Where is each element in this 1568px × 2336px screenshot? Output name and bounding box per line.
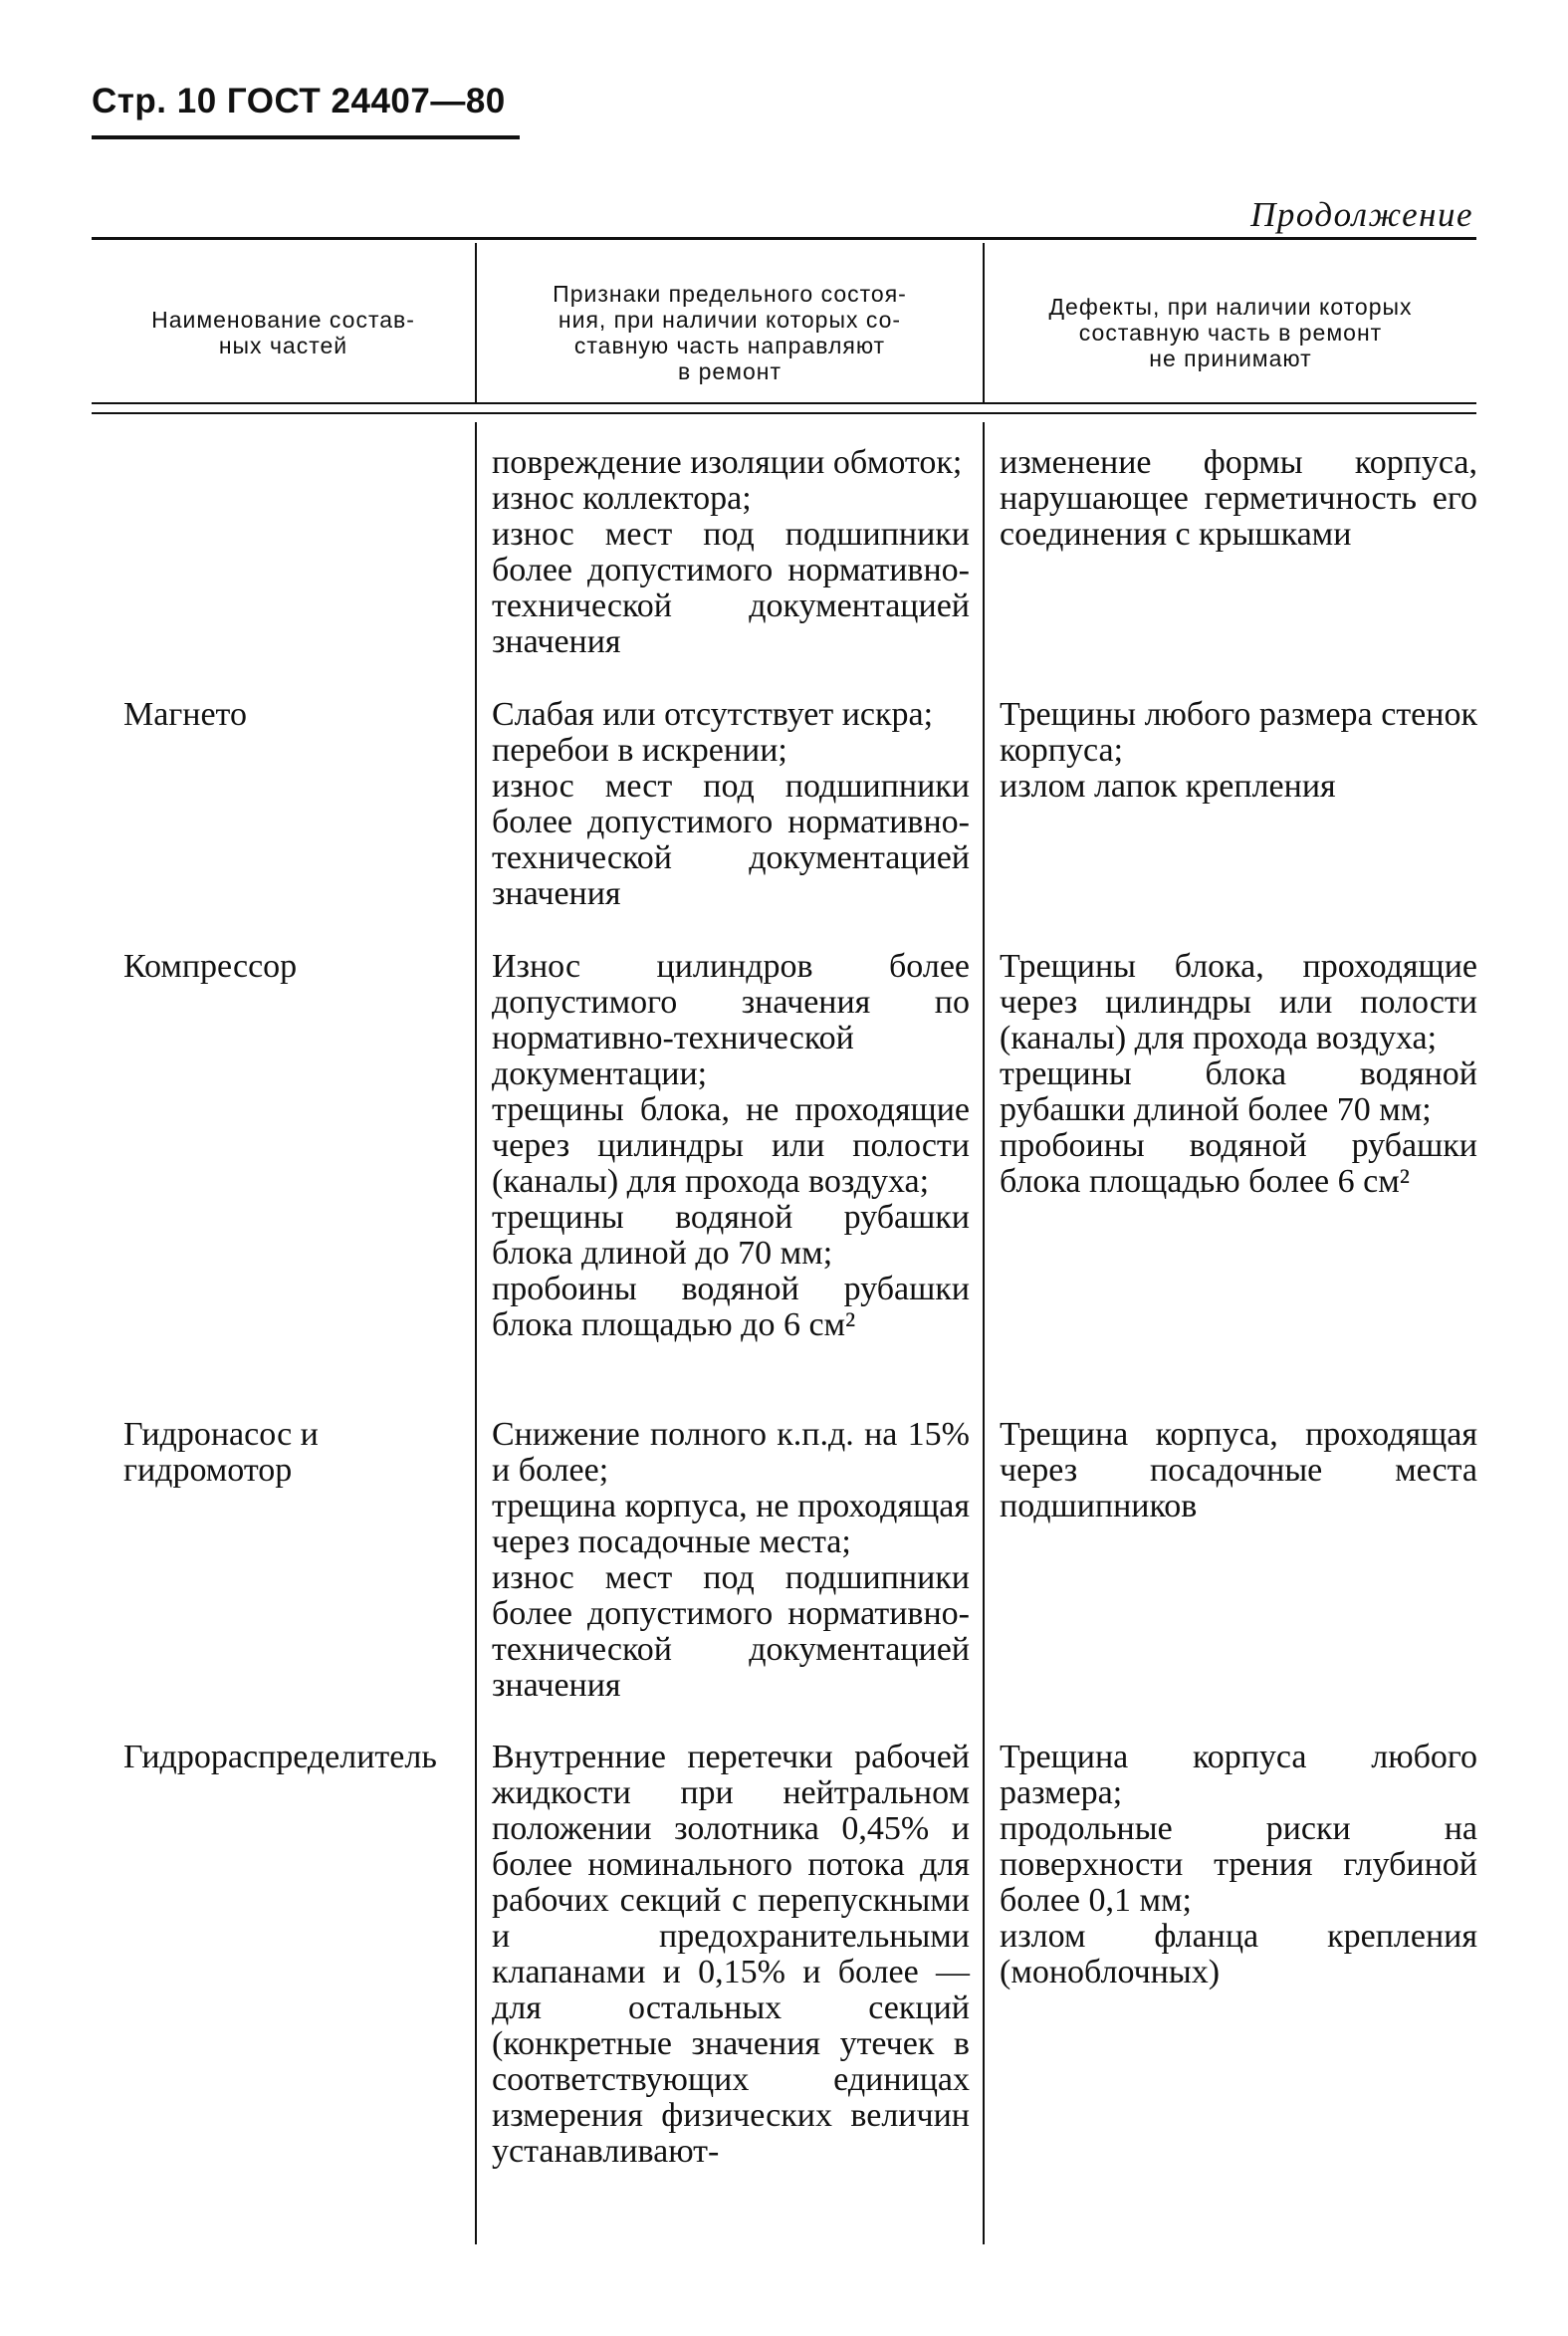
column-header-defects <box>985 267 1476 398</box>
column-divider-1-body <box>475 422 477 2244</box>
column-header-defects-label: Дефекты, при наличии которых составную часть в ремонт не принимают <box>1048 294 1413 371</box>
limit-signs-cell: Слабая или отсутствует искра; перебои в искрении; износ мест под подшипники более допустимого нормативно-технической документацией значения <box>492 696 970 912</box>
defects-cell: Трещины блока, проходящие через цилиндры или полости (каналы) для прохода воздуха; трещины блока водяной рубашки длиной более 70 мм; пробоины водяной рубашки блока площадью более 6 см² <box>1000 948 1477 1200</box>
header-rule <box>92 135 520 139</box>
column-divider-2-body <box>983 422 985 2244</box>
part-name: Гидронасос и гидромотор <box>123 1416 319 1489</box>
column-header-parts-label: Наименование состав- ных частей <box>151 307 415 358</box>
table-top-rule <box>92 237 1476 240</box>
defects-cell: Трещина корпуса, проходящая через посадочные места подшипников <box>1000 1416 1477 1524</box>
column-header-parts <box>92 267 475 398</box>
defects-cell: Трещина корпуса любого размера; продольные риски на поверхности трения глубиной более 0,1 мм; излом фланца крепления (моноблочных) <box>1000 1739 1477 1990</box>
defects-cell: изменение формы корпуса, нарушающее герметичность его соединения с крышками <box>1000 444 1477 553</box>
part-name: Магнето <box>123 696 247 733</box>
limit-signs-cell: Износ цилиндров более допустимого значения по нормативно-технической документации; трещины блока, не проходящие через цилиндры или полости (каналы) для прохода воздуха; трещины водяной рубашки блока длиной до 70 мм; пробоины водяной рубашки блока площадью до 6 см² <box>492 948 970 1343</box>
table-header-rule-double <box>92 412 1476 414</box>
page-header: Стр. 10 ГОСТ 24407—80 <box>92 82 506 120</box>
column-header-limit-signs-label: Признаки предельного состоя- ния, при наличии которых со- ставную часть направляют в ремонт <box>553 281 907 384</box>
defects-cell: Трещины любого размера стенок корпуса; излом лапок крепления <box>1000 696 1477 805</box>
part-name: Гидрораспределитель <box>123 1739 437 1775</box>
limit-signs-cell: повреждение изоляции обмоток; износ коллектора; износ мест под подшипники более допустимого нормативно-технической документацией значения <box>492 444 970 660</box>
part-name: Компрессор <box>123 948 298 985</box>
table-header-rule <box>92 402 1476 404</box>
continuation-label: Продолжение <box>1250 195 1473 234</box>
limit-signs-cell: Внутренние перетечки рабочей жидкости при нейтральном положении золотника 0,45% и более номинального потока для рабочих секций с перепускными и предохранительными клапанами и 0,15% и более — для остальных секций (конкретные значения утечек в соответствующих единицах измерения физических величин устанавливают- <box>492 1739 970 2170</box>
limit-signs-cell: Снижение полного к.п.д. на 15% и более; трещина корпуса, не проходящая через посадочные места; износ мест под подшипники более допустимого нормативно-технической документацией значения <box>492 1416 970 1704</box>
column-header-limit-signs <box>477 267 983 398</box>
